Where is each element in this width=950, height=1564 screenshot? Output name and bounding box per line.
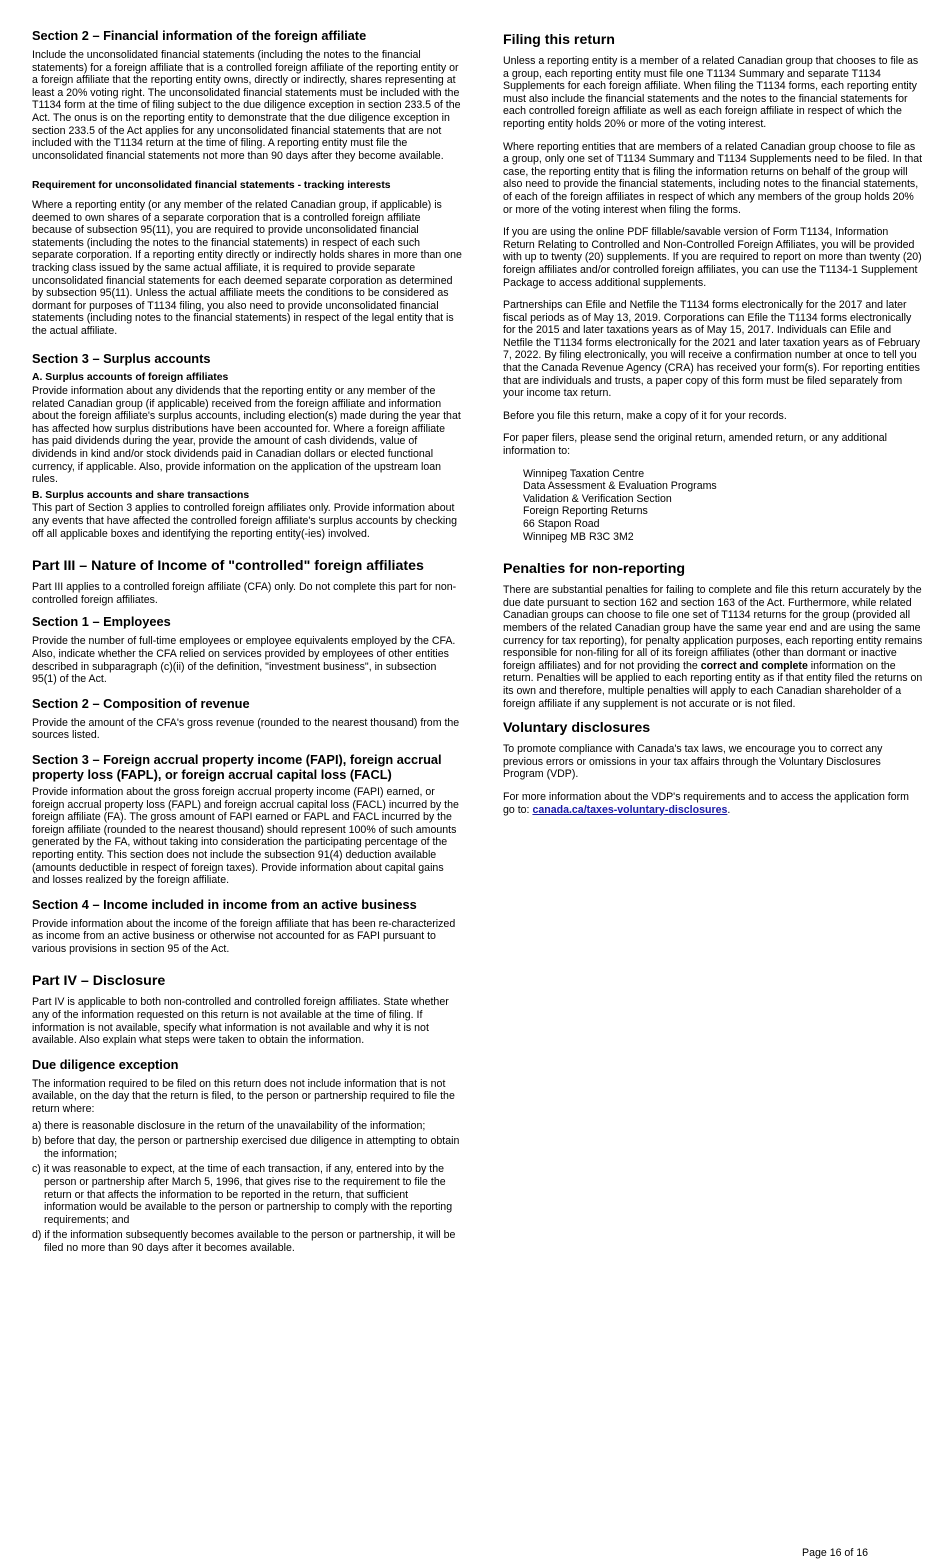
penalties-title: Penalties for non-reporting <box>503 561 686 578</box>
section-3-title: Section 3 – Surplus accounts <box>32 351 211 367</box>
section-3b-body: This part of Section 3 applies to controlled foreign affiliates only. Provide information about any events that have affected the controlled foreign affiliate's surplus accounts by checking off all applicable boxes and identifying the reporting entity(-ies) involved. <box>32 502 458 540</box>
filing-paragraph-4: Partnerships can Efile and Netfile the T1134 forms electronically for the 2017 and later fiscal periods as of May 13, 2019. Corporations can Efile the T1134 forms electronically for the 2015 and later taxations years as of May 15, 2017. Individuals can Efile and Netfile the T1134 forms electronically for the 2021 and later taxation years as of February 7, 2022. By filing electronically, you will receive a confirmation number at once to tell you that the Canada Revenue Agency (CRA) has received your form(s). For reporting entities that are individuals and trusts, a paper copy of this form must be filed separately from your income tax return. <box>503 299 921 400</box>
part-3-section-1-body: Provide the number of full-time employees or employee equivalents employed by the CFA. Also, indicate whether the CFA relied on services provided by employees of other entities described in subparagraph (c)(ii) of the definition, "investment business", in subsection 95(1) of the Act. <box>32 635 456 686</box>
section-3b-title: B. Surplus accounts and share transactions <box>32 489 250 501</box>
filing-paragraph-6: For paper filers, please send the original return, amended return, or any additional information to: <box>503 432 887 458</box>
due-diligence-item-c: c) it was reasonable to expect, at the time of each transaction, if any, entered into by the person or partnership after March 5, 1996, that gives rise to the requirement to file the return or that affects the information to be reported in the return, that sufficient information would be available to the person or partnership to comply with the reporting requirements; and <box>32 1163 453 1226</box>
section-3a-title: A. Surplus accounts of foreign affiliates <box>32 372 229 384</box>
filing-title: Filing this return <box>503 32 615 48</box>
part-3-body: Part III applies to a controlled foreign affiliate (CFA) only. Do not complete this part for non-controlled foreign affiliates. <box>32 581 457 606</box>
penalties-body <box>503 584 923 710</box>
due-diligence-item-b: b) before that day, the person or partnership exercised due diligence in attempting to obtain the information; <box>32 1135 460 1160</box>
part-3-section-3-title: Section 3 – Foreign accrual property income (FAPI), foreign accrual property loss (FAPL), or foreign accrual capital loss (FACL) <box>32 751 442 782</box>
due-diligence-item-a: a) there is reasonable disclosure in the return of the unavailability of the information; <box>32 1119 426 1132</box>
part-3-section-4-body: Provide information about the income of the foreign affiliate that has been re-characterized as income from an active business or otherwise not accounted for as FAPI pursuant to various provisions in section 95 of the Act. <box>32 917 456 955</box>
due-diligence-title: Due diligence exception <box>32 1056 179 1072</box>
part-3-section-4-title: Section 4 – Income included in income from an active business <box>32 896 417 912</box>
filing-paragraph-1: Unless a reporting entity is a member of a related Canadian group that chooses to file as a group, each reporting entity must file one T1134 Summary and separate T1134 Supplements for each foreign affiliate. When filing the T1134 forms, each reporting entity must also include the financial statements and the notes to the financial statements for each controlled foreign affiliate as well as each foreign affiliate in respect of which the reporting entity holds 20% or more of the voting interest. <box>503 55 919 130</box>
page-number: Page 16 of 16 <box>802 1547 868 1559</box>
voluntary-paragraph-2 <box>503 791 923 816</box>
address-line: 66 Stapon Road <box>523 518 600 530</box>
address-line: Winnipeg Taxation Centre <box>523 467 645 480</box>
due-diligence-body: The information required to be filed on this return does not include information that is not available, on the day that the return is filed, to the person or partnership required to file the return where: <box>32 1077 455 1116</box>
voluntary-text: For more information about the VDP's requirements and to access the application form go to: <box>503 790 909 816</box>
filing-paragraph-3: If you are using the online PDF fillable/savable version of Form T1134, Information Return Relating to Controlled and Non-Controlled Foreign Affiliates, you will be provided with up to twenty (20) supplements. If you are required to report on more than twenty (20) foreign affiliates and/or controlled foreign affiliates, you can use the T1134-1 Supplement Package to access additional supplements. <box>503 226 922 289</box>
due-diligence-item-d: d) if the information subsequently becomes available to the person or partnership, it will be filed no more than 90 days after it becomes available. <box>32 1229 456 1254</box>
part-3-section-1-title: Section 1 – Employees <box>32 614 171 630</box>
filing-paragraph-2: Where reporting entities that are members of a related Canadian group choose to file as a group, only one set of T1134 Summary and T1134 Supplements need to be filed. In that case, the reporting entity that is filing the information returns on behalf of the group will also need to provide the financial statements, including notes to the financial statements, of each of the foreign affiliates in respect of which any members of the group holds 20% or more of the voting interest when filing the forms. <box>503 140 923 216</box>
tracking-interests-body: Where a reporting entity (or any member of the related Canadian group, if applicable) is deemed to own shares of a separate corporation that is a controlled foreign affiliate because of subsection 95(11), you are required to provide unconsolidated financial statements (including the notes to the financial statements) in respect of each such separate corporation. If a reporting entity directly or indirectly holds shares in more than one tracking class issued by the same actual affiliate, it is required to provide separate unconsolidated financial statements for each deemed separate corporation as determined by subsection 95(11). Unless the actual affiliate meets the conditions to be considered as dormant for purposes of T1134 filing, you also need to provide unconsolidated financial statements (including notes to the financial statements) in respect of the legal entity that is the actual affiliate. <box>32 198 462 337</box>
filing-paragraph-5: Before you file this return, make a copy of it for your records. <box>503 409 787 422</box>
voluntary-paragraph-1: To promote compliance with Canada's tax laws, we encourage you to correct any previous errors or omissions in your tax affairs through the Voluntary Disclosures Program (VDP). <box>503 743 883 781</box>
section-3a-body: Provide information about any dividends that the reporting entity or any member of the related Canadian group (if applicable) received from the foreign affiliate and information about the foreign affiliate's surplus accounts, including election(s) made during the year that has affected how surplus distributions have been accounted for. Where a foreign affiliate has paid dividends during the year, provide the amount of cash dividends, value of dividends in kind and/or stock dividends paid in Canadian dollars or elected functional currency, if applicable. Also, provide information on the application of the upstream loan rules. <box>32 385 461 486</box>
vdp-link[interactable]: canada.ca/taxes-voluntary-disclosures <box>532 803 728 816</box>
address-line: Winnipeg MB R3C 3M2 <box>523 530 634 543</box>
section-2-title: Section 2 – Financial information of the foreign affiliate <box>32 28 367 43</box>
left-column <box>32 28 462 1258</box>
right-column <box>503 32 923 816</box>
part-3-title: Part III – Nature of Income of "controlled" foreign affiliates <box>32 558 424 575</box>
penalties-text-b: information on the return. Penalties will be applied to each reporting entity as if that entity filed the returns on its own and therefore, multiple penalties will apply to each Canadian shareholder of a foreign affiliate if any supplement is not accurate or is not filed. <box>503 659 923 710</box>
section-2-body: Include the unconsolidated financial statements (including the notes to the financial statements) for a foreign affiliate that is a controlled foreign affiliate of the reporting entity or a foreign affiliate that the reporting entity owns, directly or indirectly, shares representing at least a 20% voting right. The unconsolidated financial statements must be included with the T1134 form at the time of filing subject to the due diligence exception in section 233.5 of the Act. The onus is on the reporting entity to demonstrate that the due diligence exception in section 233.5 of the Act applies for any unconsolidated financial statements that are not included with the T1134 return at the time of filing. A reporting entity must file the unconsolidated financial statements not more than 90 days after they become available. <box>32 49 461 162</box>
part-3-section-3-body: Provide information about the gross foreign accrual property income (FAPI) earned, or foreign accrual property loss (FAPL) and foreign accrual capital loss (FACL) incurred by the foreign affiliate (FA). The gross amount of FAPI earned or FAPL and FACL incurred by the foreign affiliate (rounded to the nearest thousand) should represent 100% of such amounts generated by the FA, without taking into consideration the participating percentage of the reporting entity. This section does not include the subsection 91(4) deduction available (amounts deductible in respect of foreign taxes). Provide information about capital gains and losses realized by the foreign affiliate. <box>32 785 459 887</box>
penalties-text-a: There are substantial penalties for failing to complete and file this return accurately by the due date pursuant to section 162 and section 163 of the Act. Furthermore, while related Canadian groups can choose to file one set of T1134 returns for the group (provided all members of the related Canadian group have the same year end and are using the same currency for tax reporting), for penalty application purposes, each reporting entity remains responsible for non-filing for all of its foreign affiliates (other than dormant or inactive foreign affiliates) and for not providing the <box>503 584 923 672</box>
part-4-title: Part IV – Disclosure <box>32 973 166 990</box>
address-line: Validation & Verification Section <box>523 492 672 505</box>
penalties-emphasis: correct and complete <box>700 659 808 672</box>
mailing-address <box>523 468 923 544</box>
part-4-body: Part IV is applicable to both non-controlled and controlled foreign affiliates. State whether any of the information requested on this return is not available at the time of filing. If information is not available, specify what information is not available and why it is not available. Also explain what steps were taken to obtain the information. <box>32 996 449 1047</box>
part-3-section-2-title: Section 2 – Composition of revenue <box>32 695 250 711</box>
tracking-interests-title: Requirement for unconsolidated financial statements - tracking interests <box>32 180 391 192</box>
address-line: Data Assessment & Evaluation Programs <box>523 480 717 493</box>
part-3-section-2-body: Provide the amount of the CFA's gross revenue (rounded to the nearest thousand) from the sources listed. <box>32 716 460 742</box>
voluntary-period: . <box>727 803 731 816</box>
address-line: Foreign Reporting Returns <box>523 505 648 518</box>
voluntary-disclosures-title: Voluntary disclosures <box>503 720 651 737</box>
